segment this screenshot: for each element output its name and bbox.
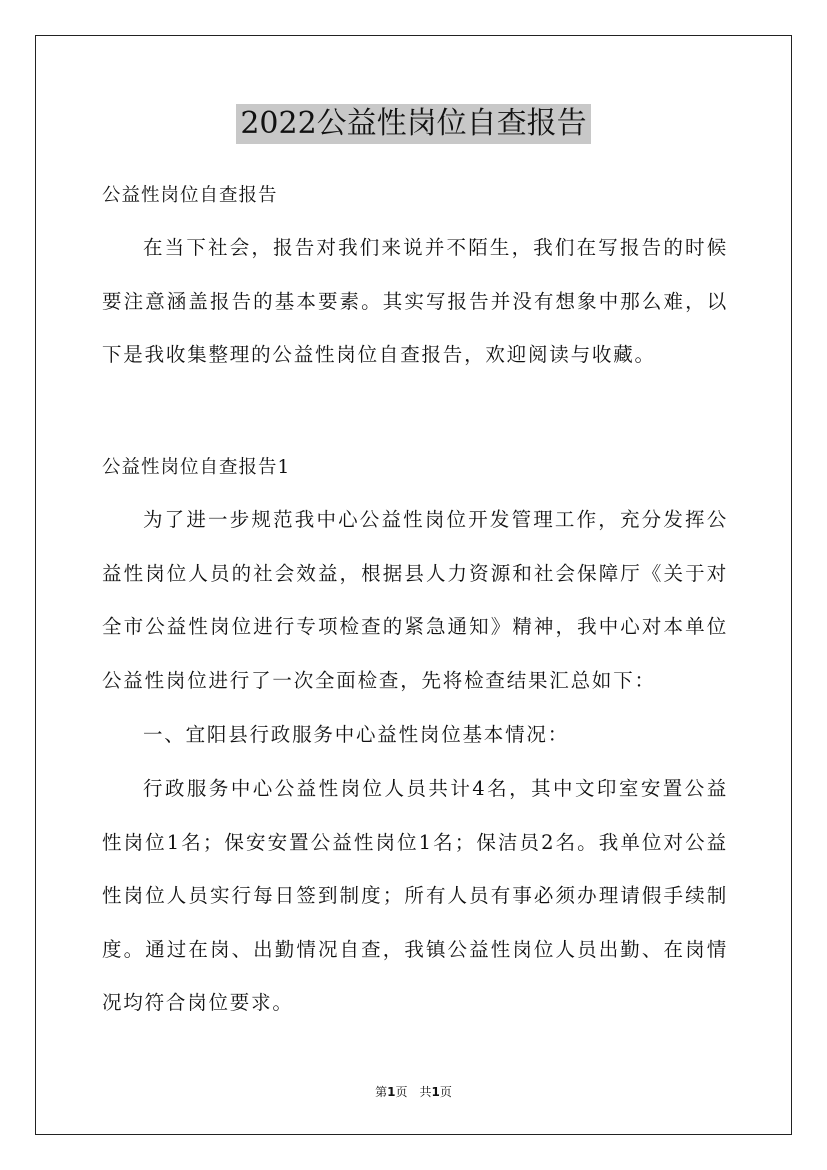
footer-mid: 页 共 bbox=[395, 1085, 432, 1099]
title-container bbox=[0, 104, 827, 144]
page-footer bbox=[0, 1083, 827, 1100]
intro-paragraph: 在当下社会，报告对我们来说并不陌生，我们在写报告的时候要注意涵盖报告的基本要素。其实写报告并没有想象中那么难，以下是我收集整理的公益性岗位自查报告，欢迎阅读与收藏。 bbox=[102, 236, 728, 366]
footer-total-pages: 1 bbox=[431, 1085, 440, 1099]
footer-prefix: 第 bbox=[375, 1085, 388, 1099]
section1-item-1: 一、宜阳县行政服务中心益性岗位基本情况： bbox=[143, 723, 570, 746]
section-heading-1: 公益性岗位自查报告1 bbox=[102, 457, 291, 478]
section1-paragraph-2: 行政服务中心公益性岗位人员共计4名，其中文印室安置公益性岗位1名；保安安置公益性岗位1名；保洁员2名。我单位对公益性岗位人员实行每日签到制度；所有人员有事必须办理请假手续制度。通过在岗、出勤情况自查，我镇公益性岗位人员出勤、在岗情况均符合岗位要求。 bbox=[102, 777, 728, 1014]
document-subtitle: 公益性岗位自查报告 bbox=[102, 185, 278, 206]
document-title: 2022公益性岗位自查报告 bbox=[236, 104, 590, 144]
footer-suffix: 页 bbox=[439, 1085, 452, 1099]
section1-paragraph-1: 为了进一步规范我中心公益性岗位开发管理工作，充分发挥公益性岗位人员的社会效益，根据县人力资源和社会保障厅《关于对全市公益性岗位进行专项检查的紧急通知》精神，我中心对本单位公益性岗位进行了一次全面检查，先将检查结果汇总如下： bbox=[102, 508, 728, 692]
footer-current-page: 1 bbox=[387, 1085, 396, 1099]
